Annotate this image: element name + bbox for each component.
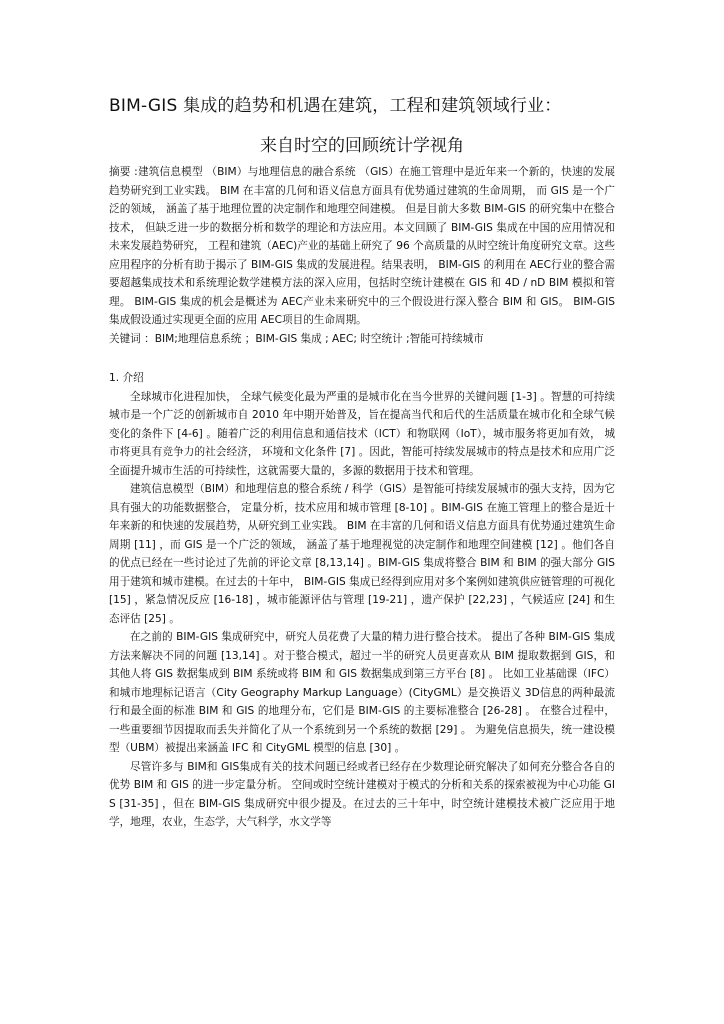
- abstract-block: [109, 163, 615, 330]
- intro-paragraph-1: 全球城市化进程加快， 全球气候变化最为严重的是城市化在当今世界的关键问题 [1-3] 。智慧的可持续城市是一个广泛的创新城市自 2010 年中期开始普及，旨在提高当代和后代的生活质量在城市化和全球气候变化的条件下 [4-6] 。随着广泛的利用信息和通信技术（ICT）和物联网（IoT），城市服务将更加有效， 城市将更具有竞争力的社会经济， 环境和文化条件 [7] 。因此，智能可持续发展城市的特点是技术和应用广泛全面提升城市生活的可持续性，这就需要大量的，多源的数据用于技术和管理。: [109, 390, 615, 477]
- paper-subtitle: 来自时空的回顾统计学视角: [260, 136, 464, 156]
- paper-title: BIM-GIS 集成的趋势和机遇在建筑，工程和建筑领域行业：: [109, 96, 562, 116]
- paper-body: [109, 163, 615, 832]
- intro-paragraph-2: 建筑信息模型（BIM）和地理信息的整合系统 / 科学（GIS）是智能可持续发展城市的强大支持，因为它具有强大的功能数据整合， 定量分析，技术应用和城市管理 [8-10] 。BIM-GIS 在施工管理上的整合是近十年来新的和快速的发展趋势，从研究到工业实践。 BIM 在丰富的几何和语义信息方面具有优势通过建筑生命周期 [11] ，而 GIS 是一个广泛的领域， 涵盖了基于地理视觉的决定制作和地理空间建模 [12] 。他们各自的优点已经在一些讨论过了先前的评论文章 [8,13,14] 。BIM-GIS 集成将整合 BIM 和 BIM 的强大部分 GIS 用于建筑和城市建模。在过去的十年中， BIM-GIS 集成已经得到应用对多个案例如建筑供应链管理的可视化 [15] ，紧急情况反应 [16-18] ，城市能源评估与管理 [19-21] ，遗产保护 [22,23] ，气候适应 [24] 和生态评估 [25] 。: [109, 483, 615, 625]
- intro-paragraph-3: 在之前的 BIM-GIS 集成研究中，研究人员花费了大量的精力进行整合技术。 提出了各种 BIM-GIS 集成方法来解决不同的问题 [13,14] 。对于整合模式，超过一半的研究人员更喜欢从 BIM 提取数据到 GIS，和其他人将 GIS 数据集成到 BIM 系统或将 BIM 和 GIS 数据集成到第三方平台 [8] 。 比如工业基础课（IFC）和城市地理标记语言（City Geography Markup Language）(CityGML）是交换语义 3D信息的两种最流行和最全面的标准 BIM 和 GIS 的地理分布，它们是 BIM-GIS 的主要标准整合 [26-28] 。 在整合过程中， 一些重要细节因提取而丢失并简化了从一个系统到另一个系统的数据 [29] 。 为避免信息损失，统一建设模型（UBM）被提出来涵盖 IFC 和 CityGML 模型的信息 [30] 。: [109, 631, 615, 754]
- keywords-line: 关键词 ：BIM;地理信息系统 ；BIM-GIS 集成 ; AEC; 时空统计 ;智能可持续城市: [109, 332, 484, 345]
- section-heading: 1. 介绍: [109, 372, 144, 384]
- abstract-text: 摘要 :建筑信息模型 （BIM）与地理信息的融合系统 （GIS）在施工管理中是近年来一个新的，快速的发展趋势研究到工业实践。 BIM 在丰富的几何和语义信息方面具有优势通过建筑的生命周期， 而 GIS 是一个广泛的领域， 涵盖了基于地理位置的决定制作和地理空间建模。 但是目前大多数 BIM-GIS 的研究集中在整合技术， 但缺乏进一步的数据分析和数学的理论和方法应用。本文回顾了 BIM-GIS 集成在中国的应用情况和未来发展趋势研究， 工程和建筑（AEC)产业的基础上研究了 96 个高质量的从时空统计角度研究文章。这些应用程序的分析有助于揭示了 BIM-GIS 集成的发展进程。结果表明， BIM-GIS 的利用在 AEC行业的整合需要超越集成技术和系统理论数学建模方法的深入应用，包括时空统计建模在 GIS 和 4D / nD BIM 模拟和管理。 BIM-GIS 集成的机会是概述为 AEC产业未来研究中的三个假设进行深入整合 BIM 和 GIS。 BIM-GIS 集成假设通过实现更全面的应用 AEC项目的生命周期。: [109, 166, 615, 326]
- intro-paragraph-4: 尽管许多与 BIM和 GIS集成有关的技术问题已经或者已经存在少数理论研究解决了如何充分整合各自的优势 BIM 和 GIS 的进一步定量分析。 空间或时空统计建模对于模式的分析和关系的探索被视为中心功能 GIS [31-35] ，但在 BIM-GIS 集成研究中很少提及。在过去的三十年中，时空统计建模技术被广泛应用于地学，地理，农业，生态学，大气科学，水文学等: [109, 760, 615, 828]
